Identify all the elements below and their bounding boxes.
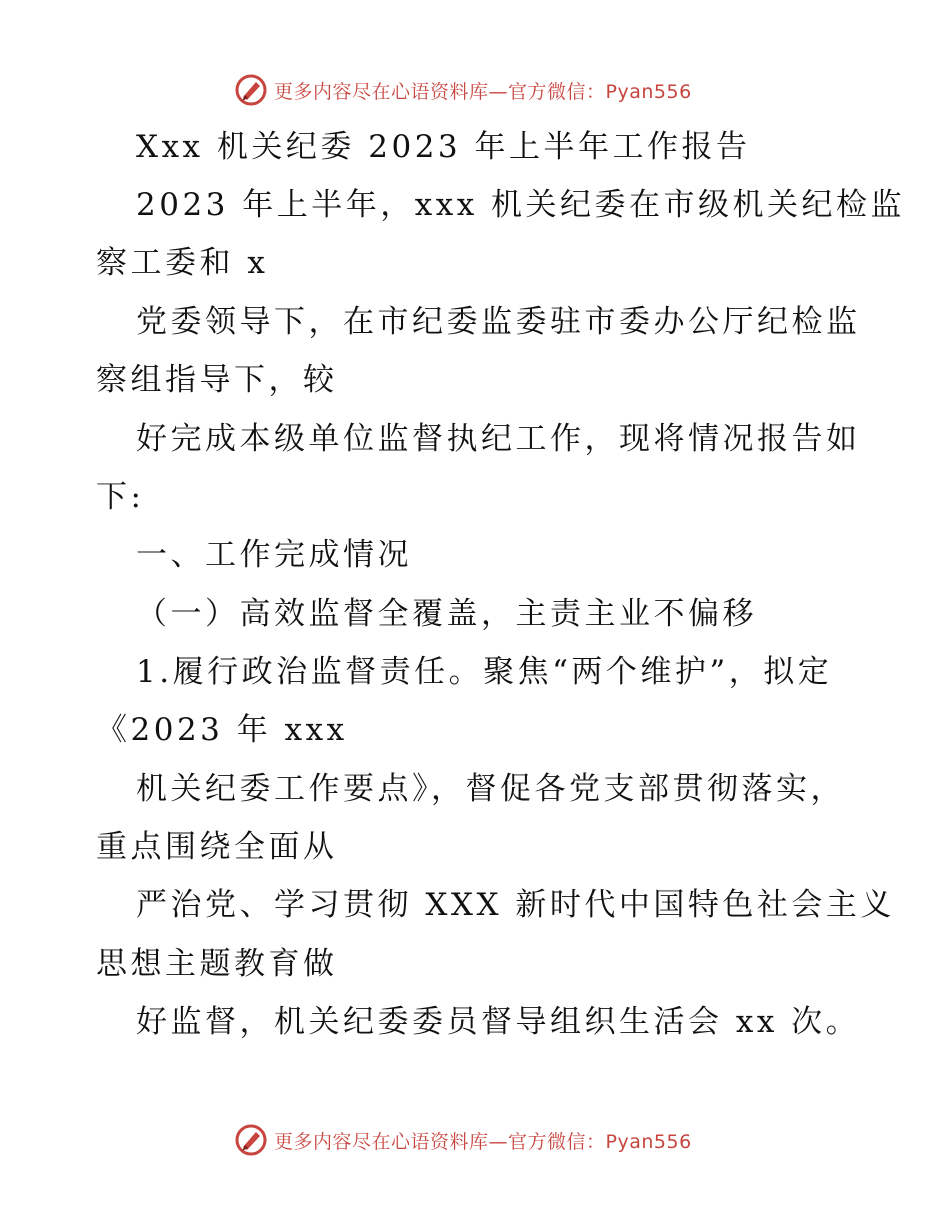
watermark-text: 更多内容尽在心语资料库—官方微信：Pyan556 [274, 80, 692, 103]
paragraph-line: 下: [96, 479, 145, 515]
paragraph-line: 党委领导下，在市纪委监委驻市委办公厅纪检监 [136, 304, 861, 340]
document-title: Xxx 机关纪委 2023 年上半年工作报告 [136, 129, 751, 165]
paragraph-line: 好监督，机关纪委委员督导组织生活会 xx 次。 [136, 1004, 861, 1040]
paragraph-line: 1.履行政治监督责任。聚焦“两个维护”，拟定 [136, 654, 833, 690]
paragraph-line: 重点围绕全面从 [96, 829, 338, 865]
paragraph-line: 察组指导下，较 [96, 362, 338, 398]
subsection-heading: （一）高效监督全覆盖，主责主业不偏移 [136, 596, 757, 632]
paragraph-line: 思想主题教育做 [96, 946, 338, 982]
paragraph-line: 察工委和 x [96, 245, 269, 281]
header-watermark [234, 70, 692, 110]
pen-logo-icon [234, 1123, 268, 1157]
pen-logo-icon [234, 73, 268, 107]
footer-watermark [234, 1120, 692, 1160]
section-heading: 一、工作完成情况 [136, 537, 412, 573]
paragraph-line: 严治党、学习贯彻 XXX 新时代中国特色社会主义 [136, 887, 895, 923]
paragraph-line: 2023 年上半年，xxx 机关纪委在市级机关纪检监 [136, 187, 906, 223]
paragraph-line: 机关纪委工作要点》，督促各党支部贯彻落实， [136, 771, 845, 807]
paragraph-line: 好完成本级单位监督执纪工作，现将情况报告如 [136, 421, 861, 457]
paragraph-line: 《2023 年 xxx [96, 712, 348, 748]
watermark-text: 更多内容尽在心语资料库—官方微信：Pyan556 [274, 1130, 692, 1153]
